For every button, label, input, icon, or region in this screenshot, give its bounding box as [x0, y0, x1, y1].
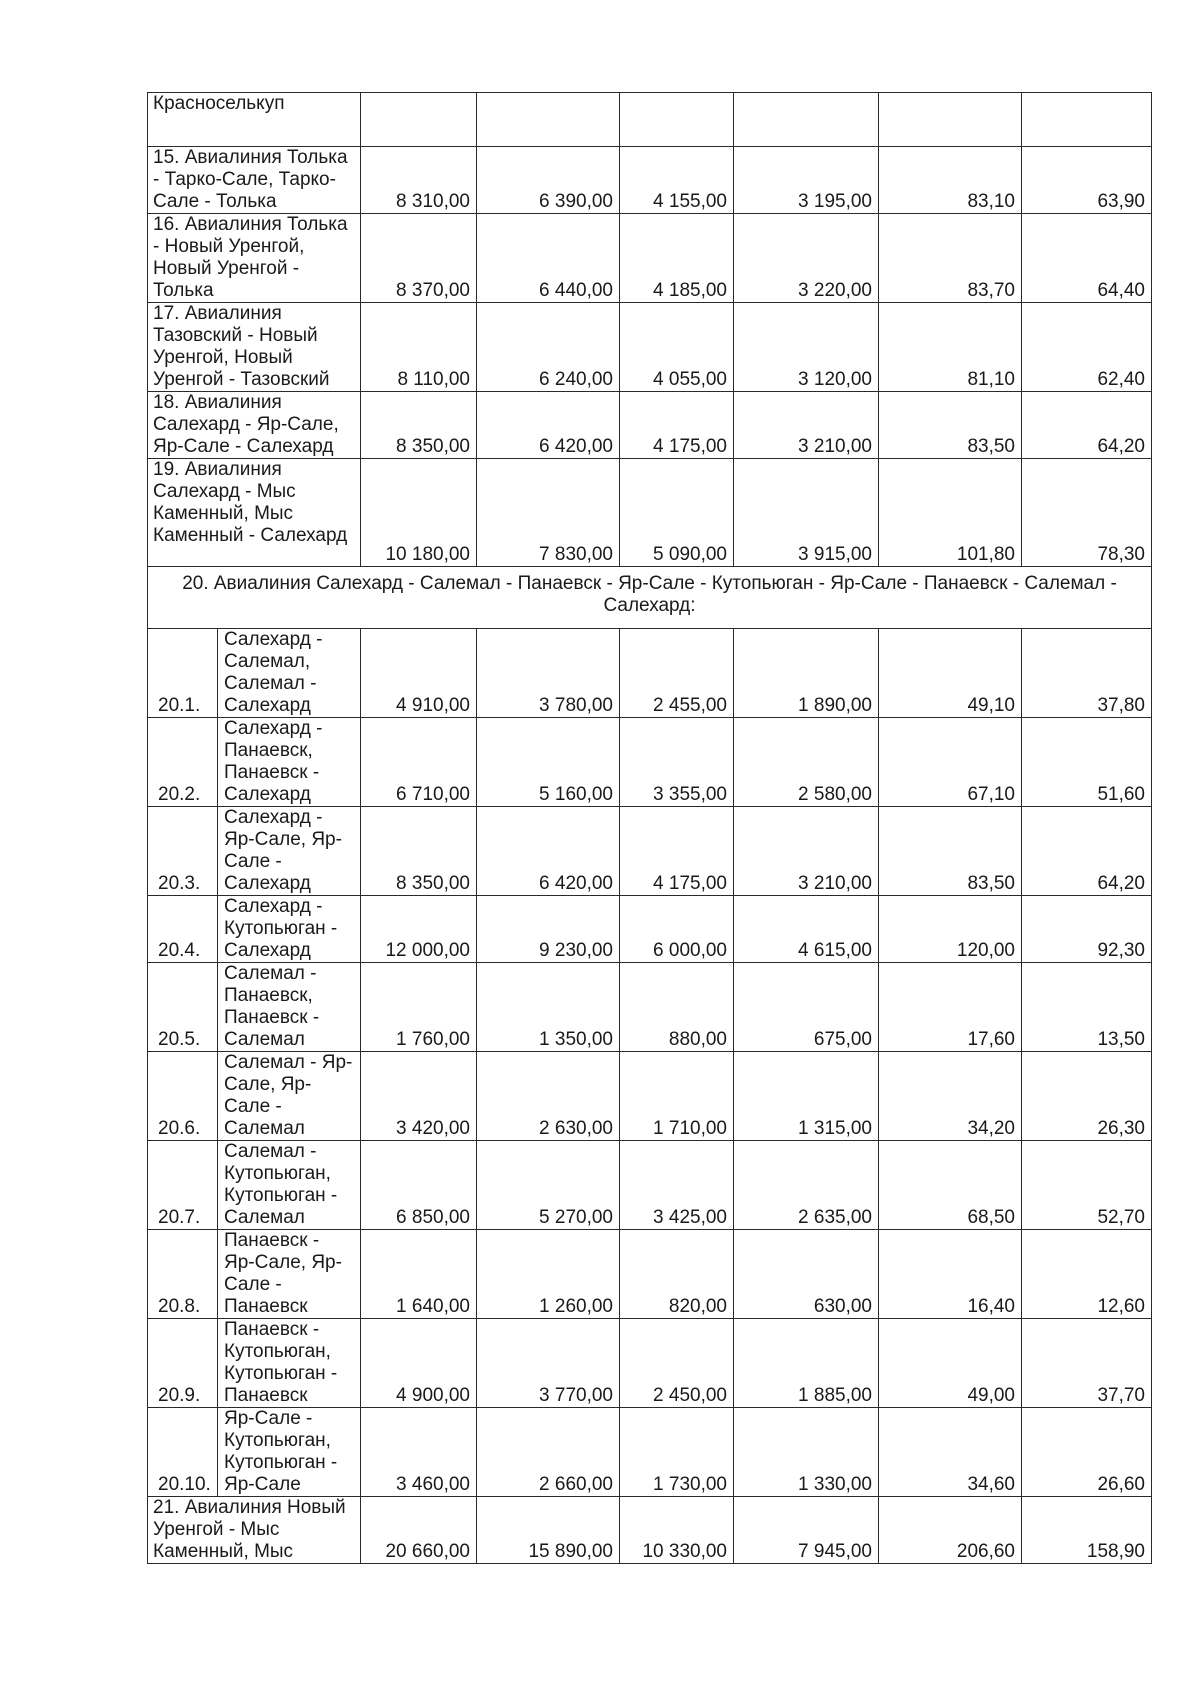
route-name: 21. Авиалиния Новый Уренгой - Мыс Каменный, Мыс [153, 1497, 346, 1562]
tariff-value: 37,70 [1097, 1385, 1145, 1406]
value-cell [620, 93, 734, 147]
value-cell [361, 896, 477, 963]
tariff-value: 880,00 [668, 1029, 727, 1050]
value-cell [734, 392, 879, 459]
route-name: 16. Авиалиния Толька - Новый Уренгой, Новый Уренгой - Толька [153, 214, 348, 301]
tariff-value: 10 330,00 [642, 1541, 727, 1562]
value-cell [879, 1230, 1022, 1319]
table-row [148, 1052, 1152, 1141]
tariff-value: 3 915,00 [798, 544, 872, 565]
tariff-value: 8 350,00 [396, 436, 470, 457]
tariff-value: 2 660,00 [539, 1474, 613, 1495]
subroute-index: 20.6. [158, 1118, 201, 1139]
value-cell [879, 629, 1022, 718]
subroute-name-cell [218, 1052, 361, 1141]
tariff-value: 83,50 [967, 873, 1015, 894]
route-name-cell [148, 214, 361, 303]
tariff-value: 3 420,00 [396, 1118, 470, 1139]
value-cell [477, 459, 620, 567]
subroute-index-cell [148, 1230, 218, 1319]
table-row [148, 392, 1152, 459]
table-row-group-header [148, 567, 1152, 629]
value-cell [1022, 1230, 1152, 1319]
value-cell [477, 1052, 620, 1141]
value-cell [734, 1497, 879, 1564]
subroute-index-cell [148, 896, 218, 963]
tariff-value: 2 580,00 [798, 784, 872, 805]
subroute-index-cell [148, 807, 218, 896]
table-row [148, 303, 1152, 392]
value-cell [477, 1141, 620, 1230]
route-name: 15. Авиалиния Толька - Тарко-Сале, Тарко-Сале - Толька [153, 147, 348, 212]
value-cell [477, 1230, 620, 1319]
value-cell [879, 963, 1022, 1052]
value-cell [734, 1319, 879, 1408]
tariff-value: 2 635,00 [798, 1207, 872, 1228]
route-name: 17. Авиалиния Тазовский - Новый Уренгой, Новый Уренгой - Тазовский [153, 303, 330, 390]
value-cell [361, 1052, 477, 1141]
value-cell [1022, 392, 1152, 459]
value-cell [620, 303, 734, 392]
subroute-name-cell [218, 718, 361, 807]
tariff-value: 63,90 [1097, 191, 1145, 212]
tariff-value: 37,80 [1097, 695, 1145, 716]
value-cell [620, 1230, 734, 1319]
value-cell [1022, 93, 1152, 147]
tariff-value: 64,20 [1097, 436, 1145, 457]
value-cell [620, 807, 734, 896]
value-cell [734, 963, 879, 1052]
value-cell [477, 629, 620, 718]
tariff-value: 6 420,00 [539, 436, 613, 457]
tariff-value: 3 460,00 [396, 1474, 470, 1495]
tariff-value: 10 180,00 [385, 544, 470, 565]
tariff-value: 6 710,00 [396, 784, 470, 805]
value-cell [620, 1141, 734, 1230]
tariff-value: 49,10 [967, 695, 1015, 716]
value-cell [361, 214, 477, 303]
tariff-value: 4 910,00 [396, 695, 470, 716]
tariff-value: 68,50 [967, 1207, 1015, 1228]
value-cell [620, 1497, 734, 1564]
route-group-header [148, 567, 1152, 629]
tariff-table-body [148, 93, 1152, 1564]
tariff-value: 34,20 [967, 1118, 1015, 1139]
value-cell [734, 718, 879, 807]
value-cell [361, 1141, 477, 1230]
subroute-index: 20.1. [158, 695, 201, 716]
value-cell [361, 807, 477, 896]
tariff-value: 1 315,00 [798, 1118, 872, 1139]
route-name-cell [148, 303, 361, 392]
tariff-value: 120,00 [956, 940, 1015, 961]
subroute-index-cell [148, 1319, 218, 1408]
value-cell [1022, 1497, 1152, 1564]
tariff-value: 26,60 [1097, 1474, 1145, 1495]
tariff-value: 62,40 [1097, 369, 1145, 390]
value-cell [734, 1230, 879, 1319]
value-cell [361, 303, 477, 392]
value-cell [879, 459, 1022, 567]
subroute-index: 20.5. [158, 1029, 201, 1050]
table-row [148, 459, 1152, 567]
value-cell [620, 214, 734, 303]
tariff-value: 6 850,00 [396, 1207, 470, 1228]
subroute-name-cell [218, 1230, 361, 1319]
value-cell [1022, 303, 1152, 392]
tariff-value: 3 780,00 [539, 695, 613, 716]
tariff-value: 9 230,00 [539, 940, 613, 961]
tariff-value: 8 310,00 [396, 191, 470, 212]
value-cell [620, 392, 734, 459]
value-cell [361, 93, 477, 147]
value-cell [620, 1408, 734, 1497]
value-cell [477, 963, 620, 1052]
subroute-name-cell [218, 1319, 361, 1408]
value-cell [734, 629, 879, 718]
tariff-value: 2 630,00 [539, 1118, 613, 1139]
tariff-value: 3 220,00 [798, 280, 872, 301]
subroute-index-cell [148, 718, 218, 807]
subroute-index-cell [148, 1052, 218, 1141]
tariff-value: 4 155,00 [653, 191, 727, 212]
tariff-value: 3 210,00 [798, 436, 872, 457]
subroute-name-cell [218, 629, 361, 718]
value-cell [361, 629, 477, 718]
tariff-value: 6 420,00 [539, 873, 613, 894]
subroute-index: 20.7. [158, 1207, 201, 1228]
tariff-value: 1 350,00 [539, 1029, 613, 1050]
value-cell [1022, 147, 1152, 214]
value-cell [879, 1319, 1022, 1408]
subroute-name-cell [218, 963, 361, 1052]
subroute-name: Салехард - Панаевск, Панаевск - Салехард [224, 718, 323, 805]
value-cell [620, 629, 734, 718]
route-name: Красноселькуп [153, 93, 285, 114]
tariff-value: 6 000,00 [653, 940, 727, 961]
value-cell [1022, 1052, 1152, 1141]
value-cell [1022, 896, 1152, 963]
route-name-cell [148, 459, 361, 567]
subroute-index: 20.4. [158, 940, 201, 961]
subroute-index: 20.9. [158, 1385, 201, 1406]
tariff-value: 1 890,00 [798, 695, 872, 716]
value-cell [620, 963, 734, 1052]
value-cell [734, 303, 879, 392]
table-row [148, 147, 1152, 214]
value-cell [477, 896, 620, 963]
table-row-first [148, 93, 1152, 147]
value-cell [879, 392, 1022, 459]
value-cell [620, 718, 734, 807]
value-cell [477, 1319, 620, 1408]
tariff-value: 67,10 [967, 784, 1015, 805]
value-cell [734, 807, 879, 896]
tariff-value: 6 440,00 [539, 280, 613, 301]
subroute-name: Салемал - Кутопьюган, Кутопьюган - Салемал [224, 1141, 338, 1228]
value-cell [1022, 214, 1152, 303]
value-cell [477, 807, 620, 896]
tariff-value: 630,00 [813, 1296, 872, 1317]
tariff-value: 7 945,00 [798, 1541, 872, 1562]
table-row-last [148, 1497, 1152, 1564]
route-name-cell [148, 147, 361, 214]
tariff-value: 5 160,00 [539, 784, 613, 805]
table-row [148, 896, 1152, 963]
tariff-value: 83,50 [967, 436, 1015, 457]
subroute-index: 20.3. [158, 873, 201, 894]
tariff-value: 1 330,00 [798, 1474, 872, 1495]
value-cell [477, 303, 620, 392]
tariff-value: 4 615,00 [798, 940, 872, 961]
tariff-value: 12,60 [1097, 1296, 1145, 1317]
value-cell [361, 1230, 477, 1319]
tariff-value: 12 000,00 [385, 940, 470, 961]
tariff-value: 5 270,00 [539, 1207, 613, 1228]
table-row [148, 629, 1152, 718]
route-name: 19. Авиалиния Салехард - Мыс Каменный, Мыс Каменный - Салехард [153, 459, 348, 546]
value-cell [879, 93, 1022, 147]
subroute-name: Яр-Сале - Кутопьюган, Кутопьюган - Яр-Сале [224, 1408, 338, 1495]
value-cell [477, 214, 620, 303]
value-cell [879, 807, 1022, 896]
tariff-value: 3 770,00 [539, 1385, 613, 1406]
tariff-value: 78,30 [1097, 544, 1145, 565]
tariff-value: 3 210,00 [798, 873, 872, 894]
value-cell [361, 392, 477, 459]
subroute-name: Панаевск - Яр-Сале, Яр-Сале - Панаевск [224, 1230, 342, 1317]
value-cell [477, 718, 620, 807]
tariff-value: 2 455,00 [653, 695, 727, 716]
subroute-name-cell [218, 1408, 361, 1497]
tariff-value: 20 660,00 [385, 1541, 470, 1562]
tariff-value: 4 175,00 [653, 873, 727, 894]
value-cell [879, 1052, 1022, 1141]
value-cell [477, 147, 620, 214]
subroute-name: Салехард - Яр-Сале, Яр-Сале - Салехард [224, 807, 342, 894]
value-cell [361, 718, 477, 807]
tariff-value: 64,20 [1097, 873, 1145, 894]
value-cell [734, 93, 879, 147]
subroute-name: Салехард - Кутопьюган - Салехард [224, 896, 338, 961]
tariff-value: 8 370,00 [396, 280, 470, 301]
value-cell [361, 1497, 477, 1564]
route-group-title: 20. Авиалиния Салехард - Салемал - Панаевск - Яр-Сале - Кутопьюган - Яр-Сале - Панаевск - Салемал - Салехард: [182, 573, 1117, 616]
table-row [148, 963, 1152, 1052]
value-cell [879, 1141, 1022, 1230]
tariff-value: 8 350,00 [396, 873, 470, 894]
tariff-value: 4 175,00 [653, 436, 727, 457]
value-cell [879, 896, 1022, 963]
tariff-value: 5 090,00 [653, 544, 727, 565]
subroute-index: 20.10. [158, 1474, 211, 1495]
route-name-cell [148, 1497, 361, 1564]
value-cell [734, 896, 879, 963]
tariff-value: 101,80 [956, 544, 1015, 565]
tariff-value: 3 355,00 [653, 784, 727, 805]
value-cell [734, 1052, 879, 1141]
tariff-value: 7 830,00 [539, 544, 613, 565]
value-cell [361, 459, 477, 567]
tariff-value: 1 885,00 [798, 1385, 872, 1406]
tariff-value: 13,50 [1097, 1029, 1145, 1050]
table-row [148, 1408, 1152, 1497]
tariff-value: 4 185,00 [653, 280, 727, 301]
subroute-index-cell [148, 1408, 218, 1497]
value-cell [879, 147, 1022, 214]
tariff-value: 34,60 [967, 1474, 1015, 1495]
value-cell [620, 147, 734, 214]
tariff-value: 1 710,00 [653, 1118, 727, 1139]
tariff-value: 83,10 [967, 191, 1015, 212]
tariff-value: 3 425,00 [653, 1207, 727, 1228]
route-name: 18. Авиалиния Салехард - Яр-Сале, Яр-Сале - Салехард [153, 392, 339, 457]
subroute-name: Панаевск - Кутопьюган, Кутопьюган - Панаевск [224, 1319, 338, 1406]
table-row [148, 1141, 1152, 1230]
tariff-value: 4 900,00 [396, 1385, 470, 1406]
table-row [148, 1230, 1152, 1319]
value-cell [734, 459, 879, 567]
value-cell [1022, 718, 1152, 807]
value-cell [879, 214, 1022, 303]
tariff-value: 206,60 [956, 1541, 1015, 1562]
tariff-value: 81,10 [967, 369, 1015, 390]
table-row [148, 214, 1152, 303]
value-cell [361, 1408, 477, 1497]
value-cell [734, 1141, 879, 1230]
tariff-value: 3 120,00 [798, 369, 872, 390]
tariff-value: 8 110,00 [397, 369, 470, 390]
subroute-index-cell [148, 629, 218, 718]
subroute-index-cell [148, 963, 218, 1052]
tariff-value: 4 055,00 [653, 369, 727, 390]
route-name-cell [148, 392, 361, 459]
subroute-name-cell [218, 807, 361, 896]
value-cell [1022, 459, 1152, 567]
value-cell [879, 718, 1022, 807]
value-cell [1022, 963, 1152, 1052]
tariff-value: 1 260,00 [539, 1296, 613, 1317]
subroute-index-cell [148, 1141, 218, 1230]
subroute-name-cell [218, 896, 361, 963]
tariff-value: 1 640,00 [396, 1296, 470, 1317]
tariff-value: 52,70 [1097, 1207, 1145, 1228]
subroute-name: Салемал - Яр-Сале, Яр-Сале - Салемал [224, 1052, 353, 1139]
value-cell [734, 1408, 879, 1497]
tariff-value: 16,40 [967, 1296, 1015, 1317]
value-cell [620, 1052, 734, 1141]
tariff-value: 17,60 [967, 1029, 1015, 1050]
subroute-index: 20.2. [158, 784, 201, 805]
subroute-name: Салемал - Панаевск, Панаевск - Салемал [224, 963, 320, 1050]
tariff-value: 6 390,00 [539, 191, 613, 212]
tariff-value: 15 890,00 [528, 1541, 613, 1562]
value-cell [879, 1408, 1022, 1497]
tariff-value: 92,30 [1097, 940, 1145, 961]
value-cell [1022, 629, 1152, 718]
tariff-value: 64,40 [1097, 280, 1145, 301]
tariff-value: 83,70 [967, 280, 1015, 301]
table-row [148, 807, 1152, 896]
tariff-value: 49,00 [967, 1385, 1015, 1406]
tariff-value: 1 730,00 [653, 1474, 727, 1495]
tariff-value: 6 240,00 [539, 369, 613, 390]
value-cell [879, 303, 1022, 392]
subroute-index: 20.8. [158, 1296, 201, 1317]
value-cell [477, 1497, 620, 1564]
table-row [148, 1319, 1152, 1408]
value-cell [1022, 1141, 1152, 1230]
value-cell [879, 1497, 1022, 1564]
value-cell [1022, 807, 1152, 896]
tariff-table [147, 92, 1152, 1564]
subroute-name-cell [218, 1141, 361, 1230]
table-row [148, 718, 1152, 807]
value-cell [620, 459, 734, 567]
value-cell [734, 214, 879, 303]
value-cell [361, 963, 477, 1052]
value-cell [477, 1408, 620, 1497]
tariff-value: 1 760,00 [396, 1029, 470, 1050]
value-cell [620, 1319, 734, 1408]
subroute-name: Салехард - Салемал, Салемал - Салехард [224, 629, 323, 716]
value-cell [620, 896, 734, 963]
value-cell [477, 392, 620, 459]
tariff-value: 3 195,00 [798, 191, 872, 212]
value-cell [1022, 1319, 1152, 1408]
tariff-value: 26,30 [1097, 1118, 1145, 1139]
tariff-value: 51,60 [1097, 784, 1145, 805]
value-cell [477, 93, 620, 147]
tariff-value: 675,00 [813, 1029, 872, 1050]
value-cell [361, 1319, 477, 1408]
value-cell [734, 147, 879, 214]
tariff-value: 2 450,00 [653, 1385, 727, 1406]
value-cell [1022, 1408, 1152, 1497]
value-cell [361, 147, 477, 214]
tariff-value: 158,90 [1086, 1541, 1145, 1562]
tariff-value: 820,00 [668, 1296, 727, 1317]
route-name-cell [148, 93, 361, 147]
